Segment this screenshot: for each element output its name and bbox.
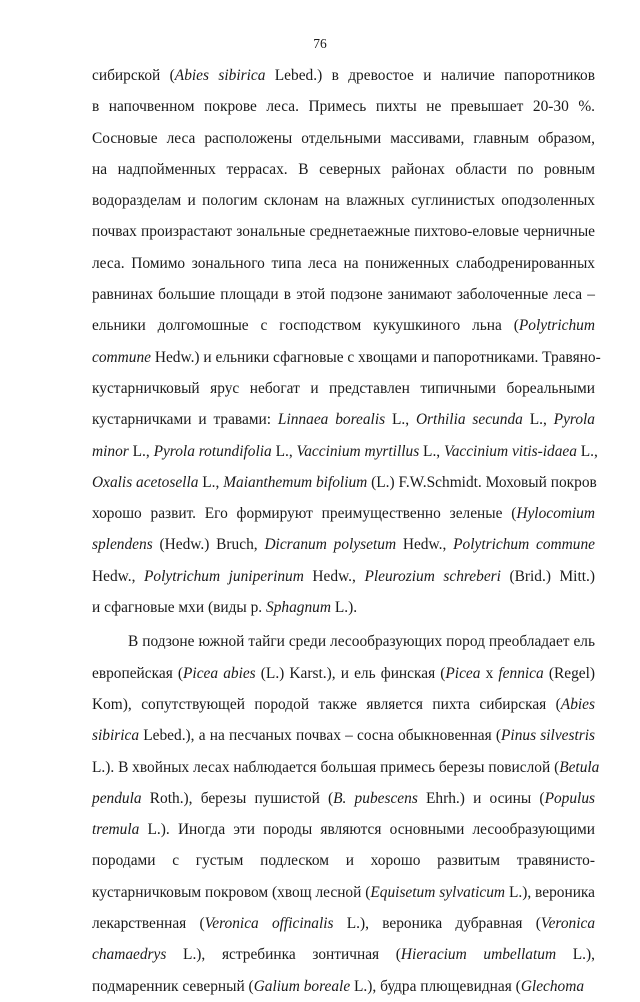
- text-line: лекарственная (Veronica officinalis L.), вероника дубравная (Veronica: [92, 915, 596, 933]
- text-line: сибирской (Abies sibirica Lebed.) в древостое и наличие папоротников: [92, 67, 596, 84]
- paragraph-2: [92, 626, 600, 1002]
- text-line: В подзоне южной тайги среди лесообразующих пород преобладает ель: [128, 633, 595, 651]
- text-line: кустарничковый ярус небогат и представлен типичными бореальными: [92, 379, 595, 397]
- text-line: Oxalis acetosella L., Maianthemum bifolium (L.) F.W.Schmidt. Моховый покров: [92, 473, 597, 491]
- text-line: леса. Помимо зонального типа леса на пониженных слабодренированных: [92, 254, 595, 272]
- text-line: в напочвенном покрове леса. Примесь пихты не превышает 20-30 %.: [92, 98, 595, 116]
- text-line: commune Hedw.) и ельники сфагновые с хвощами и папоротниками. Травяно-: [92, 348, 601, 366]
- text-line: породами с густым подлеском и хорошо развитым травянисто-: [92, 852, 595, 870]
- text-line: подмаренник северный (Galium boreale L.), будра плющевидная (Glechoma: [92, 977, 585, 995]
- text-line: L.). В хвойных лесах наблюдается большая примесь березы повислой (Betula: [92, 758, 600, 776]
- text-line: sibirica Lebed.), а на песчаных почвах – сосна обыкновенная (Pinus silvestris: [92, 727, 595, 745]
- text-line: кустарничковым покровом (хвощ лесной (Equisetum sylvaticum L.), вероника: [92, 883, 596, 901]
- text-line: chamaedrys L.), ястребинка зонтичная (Hieracium umbellatum L.),: [92, 946, 595, 964]
- text-line: на надпойменных террасах. В северных районах области по ровным: [92, 160, 595, 178]
- text-line: splendens (Hedw.) Bruch, Dicranum polysetum Hedw., Polytrichum commune: [92, 536, 595, 554]
- text-line: кустарничками и травами: Linnaea borealis L., Orthilia secunda L., Pyrola: [92, 411, 595, 429]
- text-line: европейская (Picea abies (L.) Karst.), и ель финская (Picea x fennica (Regel): [92, 664, 595, 682]
- text-line: Hedw., Polytrichum juniperinum Hedw., Pleurozium schreberi (Brid.) Mitt.): [92, 567, 595, 585]
- text-line: minor L., Pyrola rotundifolia L., Vaccinium myrtillus L., Vaccinium vitis-idaea L.,: [92, 442, 598, 460]
- text-line: равнинах большие площади в этой подзоне занимают заболоченные леса –: [92, 286, 595, 304]
- text-line: почвах произрастают зональные среднетаежные пихтово-еловые черничные: [92, 223, 595, 241]
- text-line: хорошо развит. Его формируют преимущественно зеленые (Hylocomium: [92, 505, 595, 523]
- paragraph-1: [92, 60, 601, 623]
- text-line: ельники долгомошные с господством кукушкиного льна (Polytrichum: [92, 317, 595, 335]
- text-line: pendula Roth.), березы пушистой (B. pubescens Ehrh.) и осины (Populus: [92, 789, 596, 807]
- text-line: водоразделам и пологим склонам на влажных суглинистых оподзоленных: [92, 192, 595, 210]
- text-line: tremula L.). Иногда эти породы являются основными лесообразующими: [92, 821, 595, 839]
- text-line: и сфагновые мхи (виды р. Sphagnum L.).: [92, 599, 358, 617]
- page-number: 76: [313, 36, 327, 51]
- document-body: [92, 60, 601, 1002]
- text-line: Сосновые леса расположены отдельными массивами, главным образом,: [92, 129, 595, 147]
- text-line: Kom), сопутствующей породой также является пихта сибирская (Abies: [92, 695, 595, 713]
